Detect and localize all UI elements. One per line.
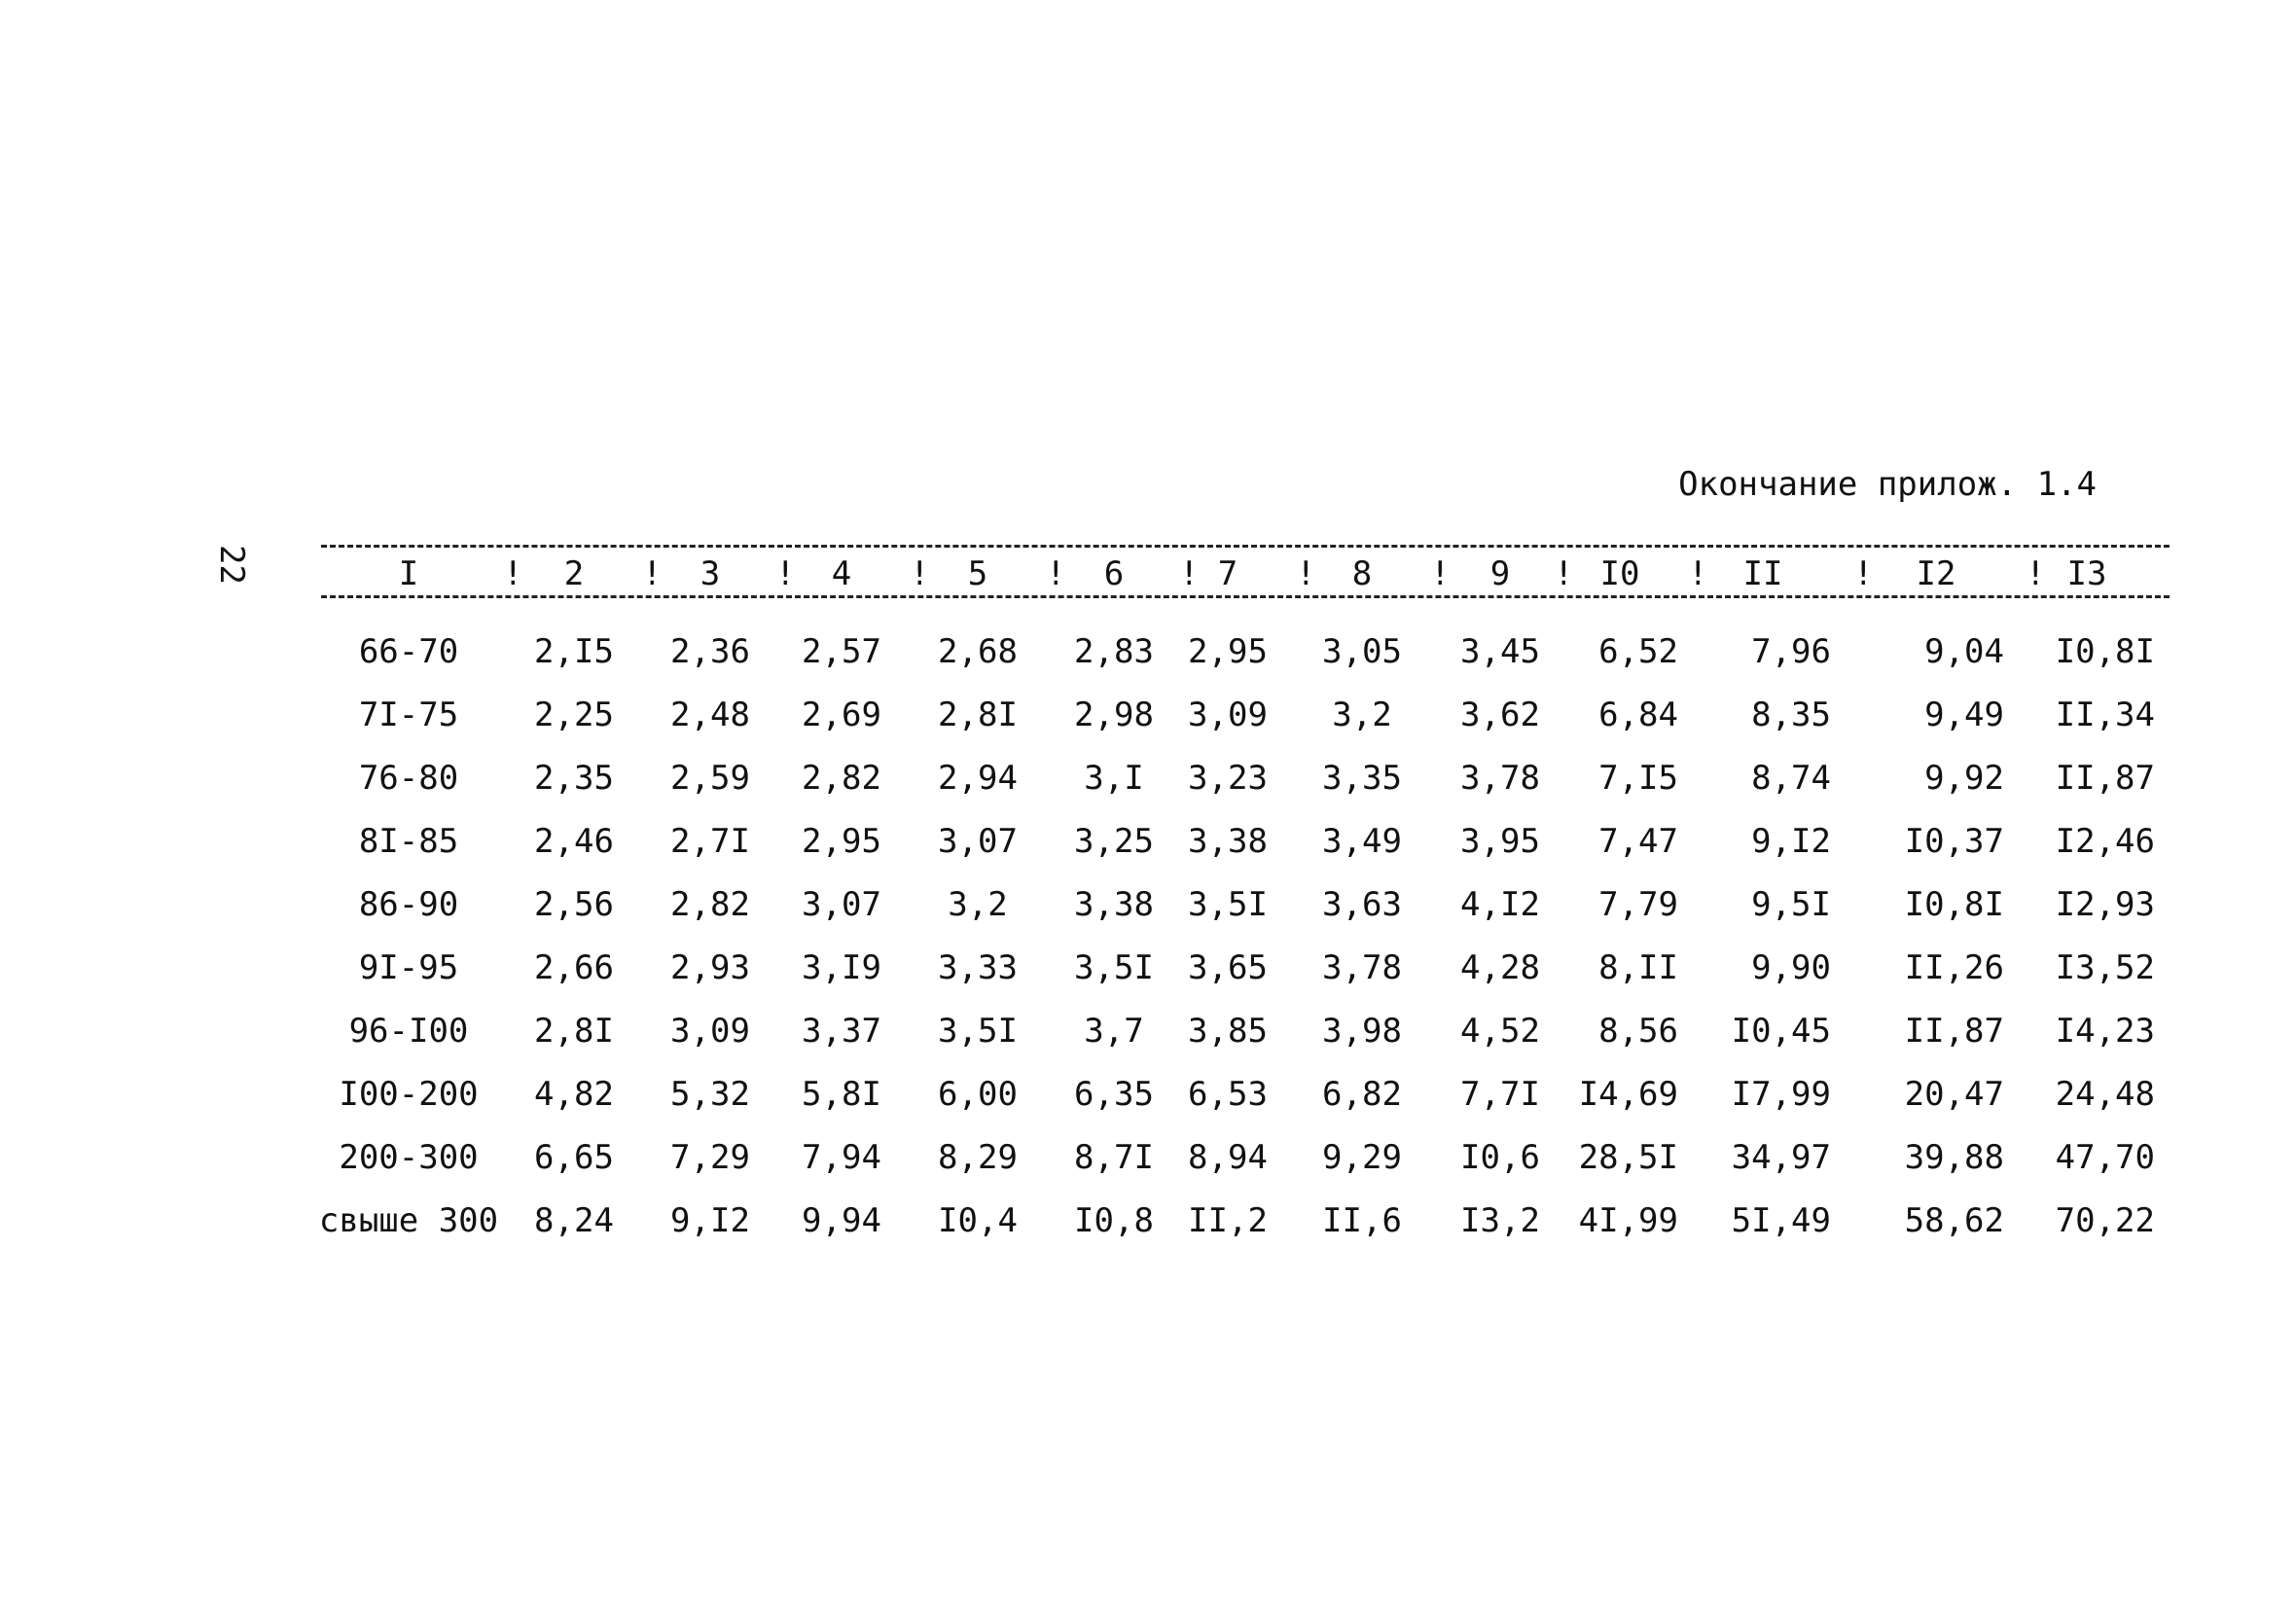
table-cell: 3,25 [1074, 822, 1154, 861]
table-cell: 8,24 [534, 1201, 614, 1240]
column-header: 3 [700, 554, 721, 593]
column-separator: ! [1179, 554, 1200, 593]
table-cell: 9,04 [1924, 632, 2004, 671]
table-cell: 3,95 [1460, 822, 1540, 861]
column-header: 9 [1489, 554, 1511, 593]
table-cell: 58,62 [1904, 1201, 2004, 1240]
table-cell: 3,62 [1460, 696, 1540, 734]
table-cell: 3,38 [1074, 885, 1154, 924]
table-cell: I4,23 [2055, 1012, 2155, 1051]
column-separator: ! [1688, 554, 1708, 593]
table-cell: I0,8I [2055, 632, 2155, 671]
table-cell: 2,82 [802, 759, 881, 798]
column-separator: ! [775, 554, 796, 593]
table-cell: 3,37 [802, 1012, 881, 1051]
table-cell: 2,8I [534, 1012, 614, 1051]
table-cell: 2,56 [534, 885, 614, 924]
table-cell: 3,45 [1460, 632, 1540, 671]
column-separator: ! [1430, 554, 1451, 593]
table-cell: 39,88 [1904, 1138, 2004, 1177]
table-cell: 34,97 [1731, 1138, 1831, 1177]
table-cell: 2,95 [802, 822, 881, 861]
row-label: 8I-85 [358, 822, 459, 861]
table-cell: 2,95 [1188, 632, 1268, 671]
table-cell: 4I,99 [1578, 1201, 1678, 1240]
table-cell: 9,I2 [670, 1201, 750, 1240]
table-cell: I0,45 [1731, 1012, 1831, 1051]
table-cell: 2,93 [670, 948, 750, 987]
table-cell: 9,I2 [1751, 822, 1831, 861]
table-cell: 2,83 [1074, 632, 1154, 671]
table-cell: 28,5I [1578, 1138, 1678, 1177]
table-cell: 3,07 [802, 885, 881, 924]
column-header: II [1742, 554, 1783, 593]
table-cell: II,87 [2055, 759, 2155, 798]
table-cell: 2,46 [534, 822, 614, 861]
table-cell: I4,69 [1578, 1075, 1678, 1114]
column-separator: ! [1554, 554, 1574, 593]
table-cell: 5,32 [670, 1075, 750, 1114]
column-separator: ! [1046, 554, 1066, 593]
table-cell: 9,29 [1322, 1138, 1402, 1177]
column-separator: ! [1853, 554, 1874, 593]
table-cell: 2,57 [802, 632, 881, 671]
table-cell: 9,94 [802, 1201, 881, 1240]
header-top-rule [321, 545, 2170, 548]
table-cell: 7,79 [1598, 885, 1678, 924]
table-cell: 6,00 [938, 1075, 1018, 1114]
table-cell: 3,63 [1322, 885, 1402, 924]
table-cell: 6,84 [1598, 696, 1678, 734]
table-cell: I0,8 [1074, 1201, 1154, 1240]
column-header: I3 [2066, 554, 2107, 593]
column-separator: ! [642, 554, 663, 593]
table-cell: 3,98 [1322, 1012, 1402, 1051]
table-cell: 3,09 [670, 1012, 750, 1051]
row-label: 9I-95 [358, 948, 459, 987]
row-label: свыше 300 [318, 1201, 499, 1240]
table-cell: 6,52 [1598, 632, 1678, 671]
table-cell: I3,2 [1460, 1201, 1540, 1240]
table-cell: 9,92 [1924, 759, 2004, 798]
table-cell: 2,69 [802, 696, 881, 734]
table-cell: II,6 [1322, 1201, 1402, 1240]
row-label: 76-80 [358, 759, 459, 798]
table-cell: I0,37 [1904, 822, 2004, 861]
table-cell: 3,78 [1460, 759, 1540, 798]
table-cell: 2,66 [534, 948, 614, 987]
row-label: 66-70 [358, 632, 459, 671]
column-header: 7 [1217, 554, 1238, 593]
table-cell: 3,78 [1322, 948, 1402, 987]
table-cell: 3,2 [948, 885, 1008, 924]
header-bottom-rule [321, 595, 2170, 598]
table-cell: 3,23 [1188, 759, 1268, 798]
table-cell: 4,52 [1460, 1012, 1540, 1051]
table-cell: II,87 [1904, 1012, 2004, 1051]
table-cell: 8,7I [1074, 1138, 1154, 1177]
table-cell: 3,I9 [802, 948, 881, 987]
table-cell: 5I,49 [1731, 1201, 1831, 1240]
table-cell: 7,I5 [1598, 759, 1678, 798]
table-cell: 47,70 [2055, 1138, 2155, 1177]
column-separator: ! [503, 554, 523, 593]
column-header: 5 [967, 554, 988, 593]
column-header: I2 [1916, 554, 1956, 593]
column-header: I [398, 554, 419, 593]
table-cell: 6,65 [534, 1138, 614, 1177]
table-cell: 6,53 [1188, 1075, 1268, 1114]
table-cell: 2,59 [670, 759, 750, 798]
table-cell: 7,96 [1751, 632, 1831, 671]
table-cell: I0,6 [1460, 1138, 1540, 1177]
table-cell: 9,5I [1751, 885, 1831, 924]
table-cell: 2,68 [938, 632, 1018, 671]
table-cell: 3,07 [938, 822, 1018, 861]
table-cell: 3,38 [1188, 822, 1268, 861]
table-cell: 8,94 [1188, 1138, 1268, 1177]
table-cell: 70,22 [2055, 1201, 2155, 1240]
table-cell: 8,35 [1751, 696, 1831, 734]
column-header: 2 [563, 554, 585, 593]
table-cell: 3,2 [1332, 696, 1392, 734]
column-separator: ! [2026, 554, 2046, 593]
table-cell: 2,48 [670, 696, 750, 734]
table-cell: 3,5I [1188, 885, 1268, 924]
table-cell: 2,25 [534, 696, 614, 734]
table-cell: 3,5I [938, 1012, 1018, 1051]
table-cell: 7,29 [670, 1138, 750, 1177]
table-cell: 3,7 [1084, 1012, 1144, 1051]
table-cell: 7,7I [1460, 1075, 1540, 1114]
table-cell: 2,36 [670, 632, 750, 671]
row-label: I00-200 [339, 1075, 479, 1114]
table-cell: II,26 [1904, 948, 2004, 987]
table-cell: 3,85 [1188, 1012, 1268, 1051]
table-cell: 3,I [1084, 759, 1144, 798]
table-cell: 20,47 [1904, 1075, 2004, 1114]
table-cell: 4,I2 [1460, 885, 1540, 924]
table-cell: 24,48 [2055, 1075, 2155, 1114]
table-cell: I0,4 [938, 1201, 1018, 1240]
table-cell: II,2 [1188, 1201, 1268, 1240]
table-cell: 3,5I [1074, 948, 1154, 987]
column-separator: ! [1296, 554, 1316, 593]
table-cell: 2,82 [670, 885, 750, 924]
table-cell: 4,28 [1460, 948, 1540, 987]
table-cell: II,34 [2055, 696, 2155, 734]
table-cell: 9,90 [1751, 948, 1831, 987]
table-cell: 8,II [1598, 948, 1678, 987]
table-cell: 3,09 [1188, 696, 1268, 734]
table-cell: 8,74 [1751, 759, 1831, 798]
table-cell: 3,49 [1322, 822, 1402, 861]
page-number: 22 [212, 545, 251, 585]
table-cell: 2,94 [938, 759, 1018, 798]
table-cell: I7,99 [1731, 1075, 1831, 1114]
table-cell: I2,93 [2055, 885, 2155, 924]
table-cell: 7,47 [1598, 822, 1678, 861]
row-label: 86-90 [358, 885, 459, 924]
table-cell: 9,49 [1924, 696, 2004, 734]
table-cell: I2,46 [2055, 822, 2155, 861]
appendix-heading: Окончание прилож. 1.4 [1678, 465, 2097, 504]
table-cell: 2,I5 [534, 632, 614, 671]
table-cell: 2,8I [938, 696, 1018, 734]
table-cell: I3,52 [2055, 948, 2155, 987]
table-cell: 8,56 [1598, 1012, 1678, 1051]
table-cell: 8,29 [938, 1138, 1018, 1177]
table-cell: 2,35 [534, 759, 614, 798]
row-label: 7I-75 [358, 696, 459, 734]
table-cell: 3,33 [938, 948, 1018, 987]
column-header: I0 [1599, 554, 1640, 593]
table-cell: 6,35 [1074, 1075, 1154, 1114]
table-cell: 6,82 [1322, 1075, 1402, 1114]
column-header: 8 [1351, 554, 1373, 593]
row-label: 96-I00 [348, 1012, 469, 1051]
table-cell: 3,65 [1188, 948, 1268, 987]
column-separator: ! [910, 554, 930, 593]
column-header: 4 [831, 554, 852, 593]
table-cell: 2,7I [670, 822, 750, 861]
table-cell: 4,82 [534, 1075, 614, 1114]
table-cell: 2,98 [1074, 696, 1154, 734]
table-cell: 3,05 [1322, 632, 1402, 671]
row-label: 200-300 [339, 1138, 479, 1177]
table-cell: 3,35 [1322, 759, 1402, 798]
table-cell: 7,94 [802, 1138, 881, 1177]
table-cell: I0,8I [1904, 885, 2004, 924]
column-header: 6 [1103, 554, 1125, 593]
table-cell: 5,8I [802, 1075, 881, 1114]
